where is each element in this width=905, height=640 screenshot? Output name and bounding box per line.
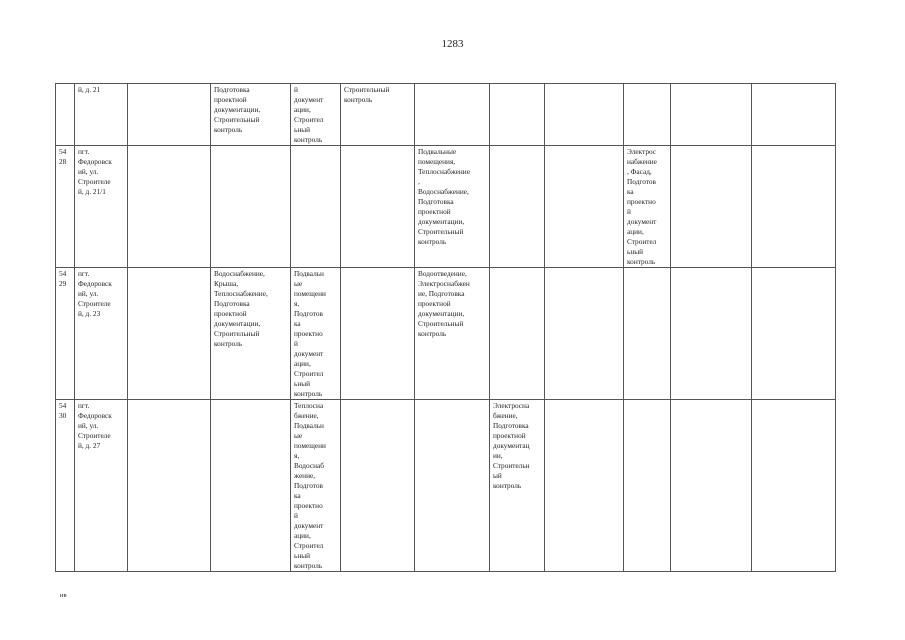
- table-cell: [128, 400, 211, 572]
- table-row: [56, 400, 836, 572]
- table-cell: [624, 400, 671, 572]
- table-cell: [752, 146, 836, 268]
- table-row: [56, 146, 836, 268]
- table-cell: 54 30: [56, 400, 75, 572]
- table-cell: [128, 268, 211, 400]
- table-cell: пгт. Федоровск ий, ул. Строителе й, д. 21/1: [75, 146, 128, 268]
- table-cell: Электрос набжение , Фасад, Подготов ка проектно й документ ации, Строител ьный контроль: [624, 146, 671, 268]
- table-cell: [545, 146, 624, 268]
- table-cell: Электросна бжение, Подготовка проектной документац ии, Строительн ый контроль: [490, 400, 545, 572]
- table-cell: [415, 84, 490, 146]
- table-row: [56, 84, 836, 146]
- table-cell: [671, 268, 752, 400]
- table-cell: [490, 268, 545, 400]
- table-cell: й, д. 21: [75, 84, 128, 146]
- table-cell: Подвальн ые помещени я, Подготов ка проектно й документ ации, Строител ьный контроль: [291, 268, 341, 400]
- table-cell: 54 28: [56, 146, 75, 268]
- table-cell: [490, 84, 545, 146]
- table-cell: [671, 84, 752, 146]
- table-cell: [341, 268, 415, 400]
- table-cell: [671, 146, 752, 268]
- table-cell: Подготовка проектной документации, Строительный контроль: [211, 84, 291, 146]
- page-number: 1283: [441, 38, 464, 50]
- table-cell: [752, 400, 836, 572]
- table-cell: [291, 146, 341, 268]
- table-cell: [545, 400, 624, 572]
- table-cell: [490, 146, 545, 268]
- table-cell: [128, 84, 211, 146]
- table-cell: [545, 84, 624, 146]
- table-cell: Подвальные помещения, Теплоснабжение , Водоснабжение, Подготовка проектной документации, Строительный контроль: [415, 146, 490, 268]
- table-cell: Теплосна бжение, Подвальн ые помещени я, Водоснаб жение, Подготов ка проектно й документ ации, Строител ьный контроль: [291, 400, 341, 572]
- table-cell: [671, 400, 752, 572]
- table-cell: [211, 400, 291, 572]
- table-cell: [545, 268, 624, 400]
- table-cell: й документ ации, Строител ьный контроль: [291, 84, 341, 146]
- table-cell: [128, 146, 211, 268]
- table-cell: [211, 146, 291, 268]
- table-cell: [624, 268, 671, 400]
- table-cell: [752, 84, 836, 146]
- table-cell: [56, 84, 75, 146]
- table-cell: [341, 400, 415, 572]
- footer-mark: нв: [60, 592, 67, 599]
- table-cell: [624, 84, 671, 146]
- table-cell: 54 29: [56, 268, 75, 400]
- table-cell: пгт. Федоровск ий, ул. Строителе й, д. 27: [75, 400, 128, 572]
- table-row: [56, 268, 836, 400]
- table-cell: Водоотведение, Электроснабжен ие, Подготовка проектной документации, Строительный контроль: [415, 268, 490, 400]
- register-table: [55, 83, 836, 572]
- table-cell: Водоснабжение, Крыша, Теплоснабжение, Подготовка проектной документации, Строительный контроль: [211, 268, 291, 400]
- table-cell: [341, 146, 415, 268]
- table-cell: пгт. Федоровск ий, ул. Строителе й, д. 23: [75, 268, 128, 400]
- table-cell: [752, 268, 836, 400]
- table-cell: [415, 400, 490, 572]
- table-cell: Строительный контроль: [341, 84, 415, 146]
